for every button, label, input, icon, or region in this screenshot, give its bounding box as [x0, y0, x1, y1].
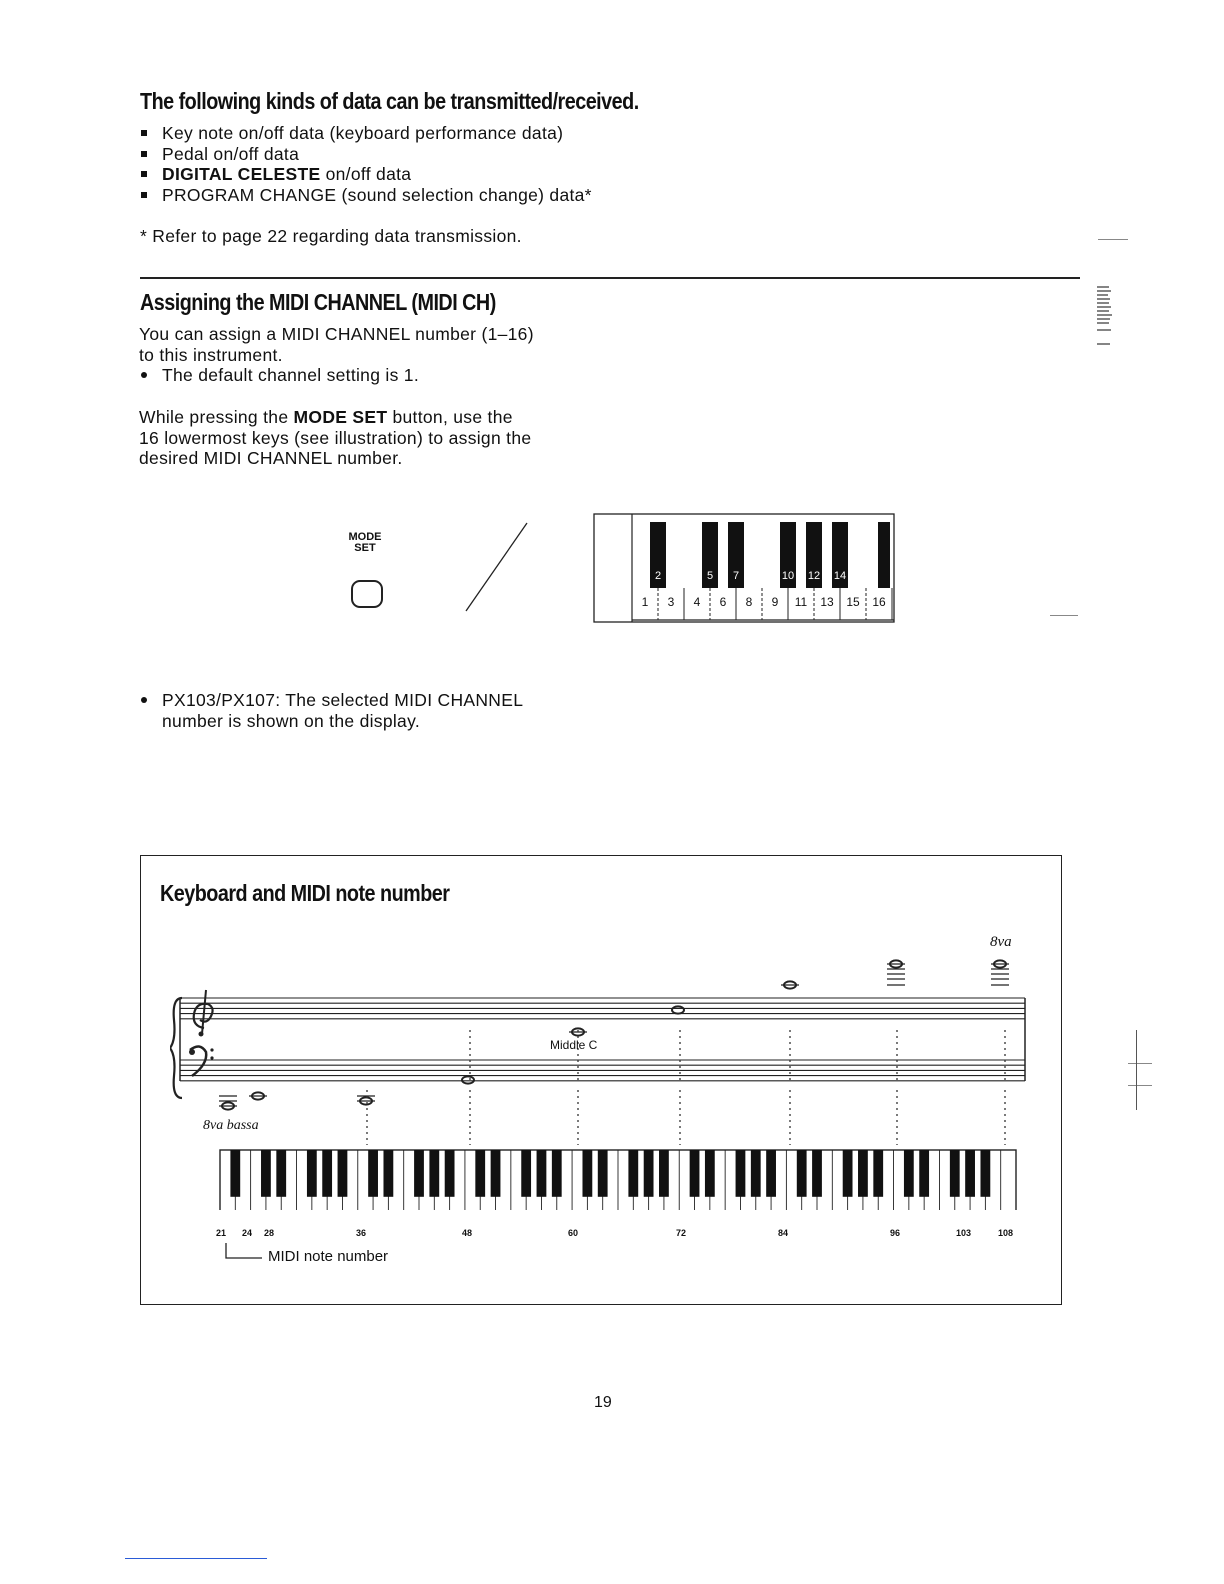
midi-channel-intro: You can assign a MIDI CHANNEL number (1–16) to this instrument.	[139, 324, 534, 365]
black-key	[537, 1150, 547, 1197]
footnote: * Refer to page 22 regarding data transmission.	[140, 226, 522, 246]
black-key	[261, 1150, 271, 1197]
treble-staff	[180, 998, 1025, 1081]
white-key-label: 4	[693, 595, 701, 609]
black-key-label: 10	[781, 570, 795, 582]
black-key	[766, 1150, 776, 1197]
white-key-label: 3	[667, 595, 675, 609]
scan-artifact	[1136, 1030, 1137, 1110]
black-key	[644, 1150, 654, 1197]
list-item: The default channel setting is 1.	[138, 365, 598, 386]
midi-note-number: 60	[568, 1228, 579, 1238]
note-head	[887, 960, 905, 985]
black-key	[475, 1150, 485, 1197]
black-key	[445, 1150, 455, 1197]
midi-note-number: 36	[356, 1228, 367, 1238]
scan-artifact	[1128, 1063, 1152, 1064]
black-key	[965, 1150, 975, 1197]
margin-scan-marks	[1094, 284, 1124, 350]
midi-note-number: 103	[956, 1228, 972, 1238]
section-heading-midi-channel: Assigning the MIDI CHANNEL (MIDI CH)	[140, 289, 496, 315]
midi-note-numbers	[170, 1228, 1040, 1248]
bass-clef-icon	[189, 1046, 214, 1076]
black-key	[812, 1150, 822, 1197]
black-key	[843, 1150, 853, 1197]
scan-artifact	[1098, 239, 1128, 240]
white-key-label: 13	[820, 595, 834, 609]
white-key-label: 11	[794, 595, 808, 609]
grand-staff-diagram	[170, 930, 1040, 1210]
black-key-label: 5	[706, 570, 714, 582]
mode-set-label: MODE SET	[348, 531, 382, 554]
black-key	[628, 1150, 638, 1197]
black-key	[690, 1150, 700, 1197]
black-key	[368, 1150, 378, 1197]
black-key-label: 12	[807, 570, 821, 582]
black-key	[307, 1150, 317, 1197]
black-key	[322, 1150, 332, 1197]
scan-artifact	[1128, 1085, 1152, 1086]
black-key-label: 14	[833, 570, 847, 582]
midi-note-number-label: MIDI note number	[268, 1248, 389, 1265]
black-key	[598, 1150, 608, 1197]
white-key-label: 9	[771, 595, 779, 609]
note-head	[249, 1092, 267, 1099]
black-key	[414, 1150, 424, 1197]
white-key-label: 16	[872, 595, 886, 609]
black-key	[797, 1150, 807, 1197]
list-item: Pedal on/off data	[138, 144, 838, 165]
black-key	[338, 1150, 348, 1197]
list-item: PX103/PX107: The selected MIDI CHANNEL number is shown on the display.	[138, 690, 598, 731]
black-key	[429, 1150, 439, 1197]
middle-c-label: Middle C	[550, 1038, 598, 1052]
white-key-label: 15	[846, 595, 860, 609]
white-key-label: 8	[745, 595, 753, 609]
bass-staff	[180, 1060, 1025, 1081]
black-key	[659, 1150, 669, 1197]
midi-note-number: 96	[890, 1228, 901, 1238]
section-divider	[140, 277, 1080, 279]
note-head	[672, 1006, 684, 1013]
list-item: Key note on/off data (keyboard performance data)	[138, 123, 838, 144]
black-key	[582, 1150, 592, 1197]
midi-note-number: 108	[998, 1228, 1014, 1238]
black-key	[904, 1150, 914, 1197]
ottava-bassa-label: 8va bassa	[203, 1118, 259, 1133]
channel-key-labels	[590, 508, 910, 628]
black-key	[276, 1150, 286, 1197]
black-key	[383, 1150, 393, 1197]
midi-note-number: 48	[462, 1228, 473, 1238]
white-key-label: 1	[641, 595, 649, 609]
black-key	[705, 1150, 715, 1197]
black-key-label: 2	[654, 570, 662, 582]
note-head	[781, 981, 799, 988]
black-key	[950, 1150, 960, 1197]
black-key	[858, 1150, 868, 1197]
midi-channel-instruction: While pressing the MODE SET button, use the 16 lowermost keys (see illustration) to assign the desired MIDI CHANNEL number.	[139, 407, 532, 469]
black-key	[919, 1150, 929, 1197]
default-note-list	[138, 365, 598, 386]
black-key	[491, 1150, 501, 1197]
black-key	[521, 1150, 531, 1197]
note-number-bracket	[224, 1243, 264, 1263]
black-key	[552, 1150, 562, 1197]
display-note-list	[138, 690, 598, 731]
list-item: PROGRAM CHANGE (sound selection change) data*	[138, 185, 838, 206]
ottava-label: 8va	[990, 934, 1012, 950]
slash-separator	[460, 520, 530, 615]
note-head	[462, 1076, 474, 1083]
page-number: 19	[594, 1394, 612, 1411]
black-key	[980, 1150, 990, 1197]
scan-artifact	[125, 1558, 267, 1559]
midi-note-number: 84	[778, 1228, 789, 1238]
note-head	[357, 1096, 375, 1105]
black-key	[751, 1150, 761, 1197]
piano-keyboard	[220, 1150, 1016, 1210]
white-key-label: 6	[719, 595, 727, 609]
data-kinds-list	[138, 123, 838, 205]
black-key	[736, 1150, 746, 1197]
midi-note-number: 21	[216, 1228, 227, 1238]
section-heading-keyboard-midi: Keyboard and MIDI note number	[160, 880, 450, 906]
black-key-label: 7	[732, 570, 740, 582]
black-key	[230, 1150, 240, 1197]
section-heading-data-kinds: The following kinds of data can be transmitted/received.	[140, 88, 639, 114]
list-item: DIGITAL CELESTE on/off data	[138, 164, 838, 185]
midi-note-number: 72	[676, 1228, 687, 1238]
note-head	[219, 1096, 237, 1110]
mode-set-button	[351, 580, 383, 608]
scan-artifact	[1050, 615, 1078, 616]
midi-note-number: 28	[264, 1228, 275, 1238]
note-head	[991, 960, 1009, 985]
black-key	[873, 1150, 883, 1197]
midi-note-number: 24	[242, 1228, 253, 1238]
